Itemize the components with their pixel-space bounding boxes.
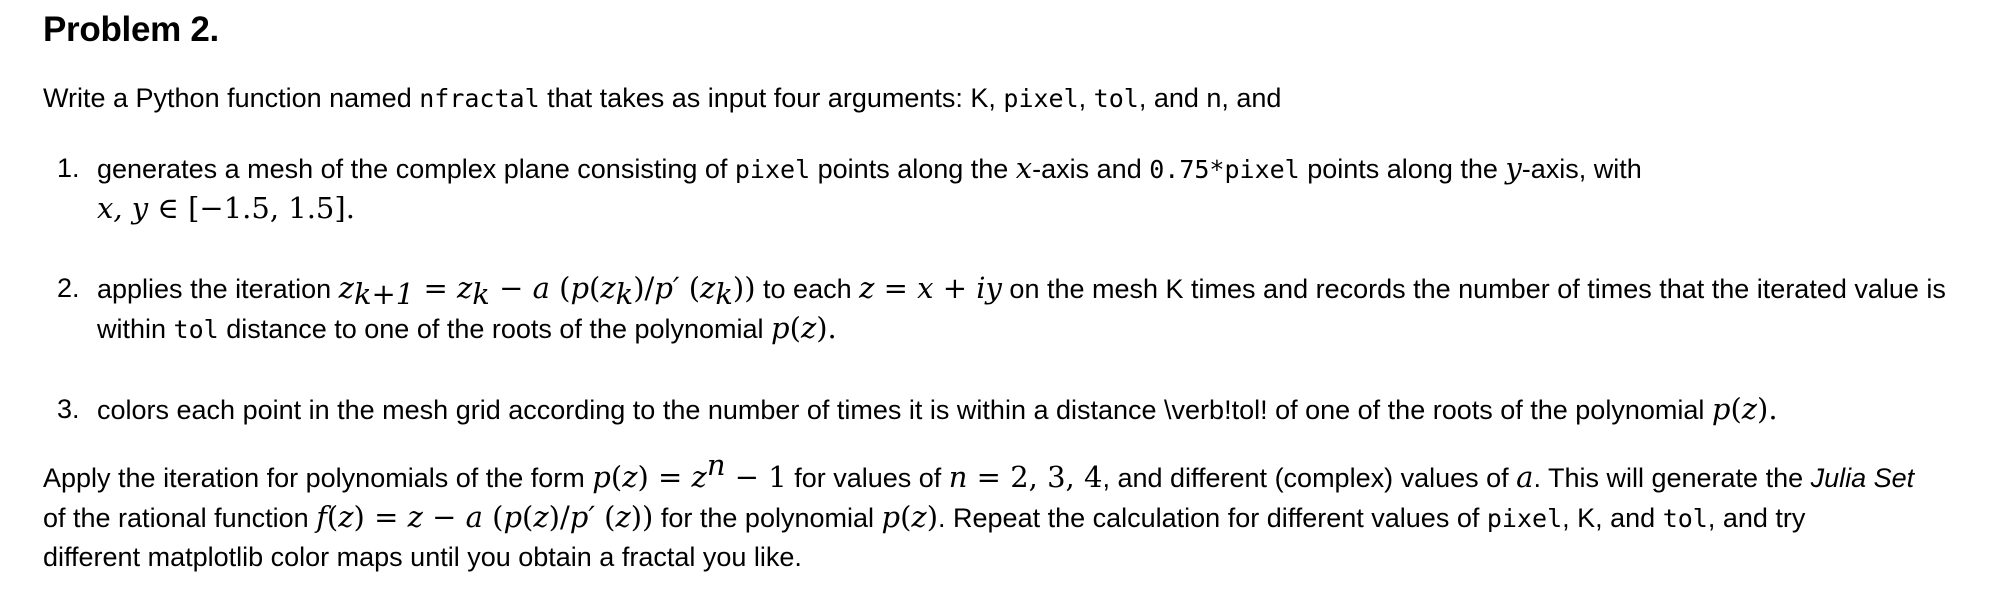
math-var: z (1741, 392, 1758, 426)
math-var: p (570, 271, 590, 305)
math-text: ) = (637, 460, 692, 494)
inline-code: pixel (734, 155, 811, 184)
math-var: x (917, 271, 934, 305)
math-text: ( (326, 500, 339, 534)
emphasis-text: Julia Set (1810, 463, 1915, 493)
intro-text: Write a Python function named (43, 83, 420, 113)
math-subscript: k+1 (353, 277, 415, 311)
item-text: within (97, 314, 174, 344)
math-var: z (407, 500, 423, 534)
para-text: for values of (786, 463, 949, 493)
para-text: Apply the iteration for polynomials of the form (43, 463, 593, 493)
list-item-line (97, 188, 355, 229)
math-var: f (316, 500, 327, 534)
math-var: a (532, 271, 550, 305)
item-text: applies the iteration (97, 274, 339, 304)
math-text: = (874, 271, 918, 305)
para-text: for the polynomial (653, 503, 882, 533)
math-text: ). (1757, 392, 1778, 426)
math-text: )) (630, 500, 654, 534)
item-text: points along the (1299, 154, 1506, 184)
math-text: = 2, 3, 4 (967, 460, 1103, 494)
math-var: p (881, 500, 901, 534)
math-var: p (1711, 392, 1731, 426)
item-text: on the mesh K times and records the number of times that the iterated value is (1001, 274, 1946, 304)
item-text: to each (755, 274, 860, 304)
list-item-number: 2. (57, 273, 80, 303)
inline-code: pixel (1486, 504, 1563, 533)
math-text: ( (610, 460, 623, 494)
math-subscript: k (715, 277, 733, 311)
math-var: z (600, 271, 616, 305)
math-text: ( (594, 500, 616, 534)
para-text: , and try (1707, 503, 1806, 533)
para-text: , and different (complex) values of (1102, 463, 1517, 493)
math-var: n (948, 460, 968, 494)
intro-text: , and n, and (1138, 83, 1282, 113)
item-text: -axis and (1032, 154, 1150, 184)
math-text: ( (482, 500, 504, 534)
item-text: colors each point in the mesh grid according to the number of times it is within a distance \verb!tol! of one of the roots of the polynomial (97, 395, 1712, 425)
function-name-code: nfractal (419, 84, 540, 113)
list-item-line (97, 148, 1642, 190)
problem-title: Problem 2. (43, 10, 219, 49)
math-text: )/ (548, 500, 570, 534)
para-text: , K, and (1562, 503, 1663, 533)
math-subscript: k (472, 277, 490, 311)
math-text: ) (926, 500, 939, 534)
intro-paragraph (43, 78, 1281, 119)
math-var: z (457, 271, 473, 305)
math-var: z (911, 500, 927, 534)
intro-text: that takes as input four arguments: K, (539, 83, 1004, 113)
math-var: z (691, 460, 707, 494)
para-text: of the rational function (43, 503, 317, 533)
inline-code: tol (173, 315, 219, 344)
intro-text: , (1078, 83, 1094, 113)
math-text: ( (900, 500, 912, 534)
math-var: p (771, 311, 790, 345)
math-text: ( (589, 271, 601, 305)
list-item-line (97, 308, 837, 350)
closing-paragraph-line (43, 448, 1915, 498)
para-text: different matplotlib color maps until you obtain a fractal you like. (43, 542, 802, 572)
math-var: x (1015, 151, 1033, 185)
math-var: p′ (654, 271, 680, 305)
arg-pixel-code: pixel (1003, 84, 1079, 113)
math-var: z (533, 500, 549, 534)
math-text: − (422, 500, 466, 534)
math-var: z (338, 271, 354, 305)
math-text: ( (1730, 392, 1742, 426)
math-text: − 1 (725, 460, 787, 494)
math-text: ∈ [−1.5, 1.5]. (148, 191, 355, 225)
item-text: -axis, with (1521, 154, 1642, 184)
math-var: z (615, 500, 631, 534)
math-subscript: k (615, 277, 634, 311)
math-text: − (489, 271, 533, 305)
math-var: z (338, 500, 354, 534)
math-text: ( (789, 311, 801, 345)
math-text: ( (679, 271, 701, 305)
item-text: generates a mesh of the complex plane consisting of (97, 154, 735, 184)
math-var: iy (976, 271, 1002, 305)
math-text: ) = (353, 500, 408, 534)
math-var: a (1516, 460, 1534, 494)
list-item-line (97, 389, 1778, 430)
item-text: distance to one of the roots of the polynomial (218, 314, 772, 344)
para-text: . This will generate the (1533, 463, 1811, 493)
math-text: )) (732, 271, 756, 305)
closing-paragraph-line (43, 497, 1805, 539)
math-text: )/ (633, 271, 655, 305)
list-item-number: 3. (57, 394, 80, 424)
inline-code: 0.75*pixel (1149, 155, 1300, 184)
list-item-line (97, 268, 1946, 309)
math-text: ). (816, 311, 837, 345)
arg-tol-code: tol (1093, 84, 1139, 113)
math-text: + (933, 271, 977, 305)
inline-code: tol (1662, 504, 1708, 533)
math-var: z (800, 311, 817, 345)
math-text: ( (549, 271, 571, 305)
math-superscript: n (706, 448, 726, 482)
math-var: p (592, 460, 611, 494)
para-text: . Repeat the calculation for different values of (938, 503, 1487, 533)
math-var: a (465, 500, 483, 534)
math-var: z (622, 460, 638, 494)
math-var: p′ (569, 500, 595, 534)
math-var: x, y (97, 191, 149, 225)
math-var: z (700, 271, 716, 305)
math-var: y (1505, 151, 1522, 185)
math-text: = (414, 271, 458, 305)
list-item-number: 1. (57, 153, 80, 183)
math-var: p (503, 500, 523, 534)
item-text: points along the (810, 154, 1016, 184)
math-var: z (859, 271, 875, 305)
math-text: ( (522, 500, 534, 534)
closing-paragraph-line (43, 537, 802, 577)
